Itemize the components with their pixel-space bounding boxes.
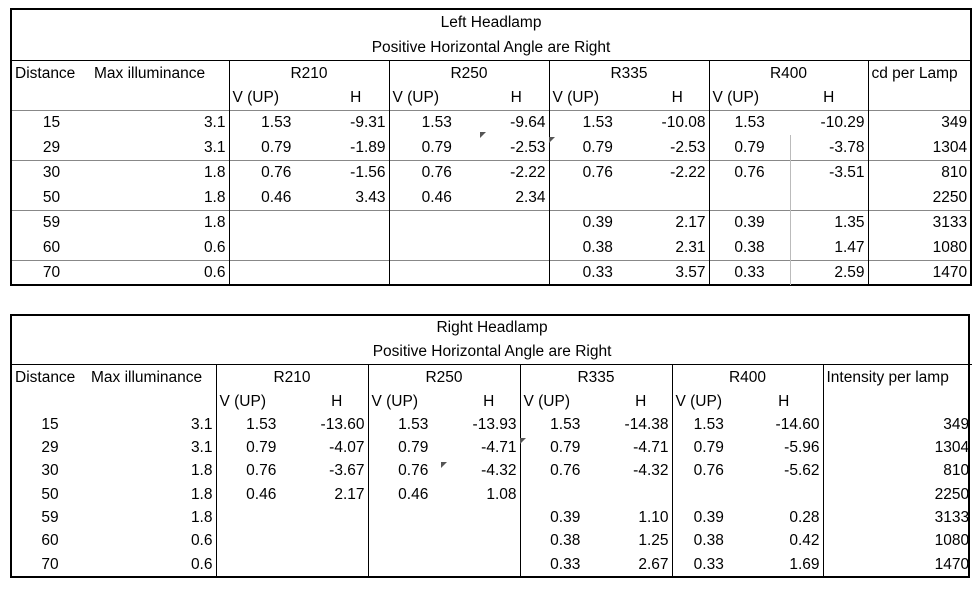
table-cell (389, 210, 484, 235)
table-cell: -5.62 (784, 462, 820, 480)
last-column-header: Intensity per lamp (823, 365, 972, 391)
table-cell: 0.33 (709, 260, 790, 285)
table-cell: 0.76 (549, 160, 646, 185)
v-up-subheader: V (UP) (389, 86, 484, 110)
empty-cell (12, 86, 91, 110)
table-cell: 70 (12, 260, 91, 285)
table-cell: 0.39 (549, 210, 646, 235)
table-cell: 1.8 (203, 188, 226, 206)
table-cell: -9.31 (323, 110, 389, 135)
table-cell: 0.46 (229, 185, 323, 210)
table-cell: -9.64 (484, 110, 549, 135)
group-header: R335 (520, 365, 672, 391)
table-cell: 29 (42, 138, 61, 156)
table-subtitle: Positive Horizontal Angle are Right (372, 343, 612, 361)
table-cell: -14.60 (775, 415, 820, 433)
table-cell: 810 (823, 460, 972, 483)
comment-marker-icon (520, 438, 526, 444)
table-cell: 0.76 (389, 160, 484, 185)
empty-cell (823, 391, 972, 413)
table-cell: 0.38 (672, 529, 745, 552)
table-cell: 3133 (823, 506, 972, 529)
table-cell: 2250 (823, 483, 972, 506)
table-cell: 0.38 (520, 529, 610, 552)
table-cell: -2.53 (484, 135, 549, 160)
v-up-subheader: V (UP) (709, 86, 790, 110)
distance-header: Distance (12, 365, 88, 391)
table-cell: 15 (12, 110, 91, 135)
v-up-subheader: V (UP) (520, 391, 610, 413)
table-row (12, 160, 970, 185)
table-cell: 1.47 (790, 235, 868, 260)
table-cell: 0.6 (91, 260, 229, 285)
table-cell: -1.89 (350, 138, 386, 156)
table-cell (458, 553, 520, 576)
subheader-row (12, 86, 970, 110)
table-cell: 0.76 (229, 160, 323, 185)
table-cell: 2.31 (675, 238, 706, 256)
table-cell: -13.60 (320, 415, 365, 433)
table-row (12, 529, 972, 552)
table-cell: 0.46 (389, 185, 484, 210)
table-cell: 0.79 (520, 436, 610, 459)
table-cell: 0.28 (789, 509, 820, 527)
h-subheader: H (510, 89, 522, 106)
table-title: Right Headlamp (436, 319, 548, 337)
table-cell: 50 (41, 485, 59, 503)
table-row (12, 135, 970, 160)
table-cell: 1.53 (709, 110, 790, 135)
table-cell: 0.6 (203, 238, 226, 256)
table-cell: 3133 (868, 210, 970, 235)
table-cell: -3.67 (329, 462, 365, 480)
table-cell: 3.1 (203, 138, 226, 156)
table-cell: 0.38 (549, 235, 646, 260)
table-cell: 2.67 (638, 555, 669, 573)
table-cell: 2.17 (646, 210, 709, 235)
title-row (12, 10, 970, 35)
h-subheader: H (350, 89, 362, 106)
table-cell (229, 210, 323, 235)
table-cell: 30 (12, 160, 91, 185)
group-header: R400 (672, 365, 823, 391)
h-subheader: H (331, 393, 343, 411)
table-cell: 0.79 (216, 436, 306, 459)
table-cell (323, 235, 389, 260)
table-cell (672, 483, 745, 506)
table-cell (484, 260, 549, 285)
table-row (12, 185, 970, 210)
table-cell (646, 185, 709, 210)
table-row (12, 110, 970, 135)
table-cell: 3.57 (646, 260, 709, 285)
table-cell: 349 (868, 110, 970, 135)
table-cell: -5.96 (784, 439, 820, 457)
table-cell: 3.43 (355, 188, 386, 206)
table-cell: 1.8 (91, 160, 229, 185)
table-cell (216, 553, 306, 576)
group-header: R210 (216, 365, 368, 391)
h-subheader: H (778, 393, 790, 411)
table-cell: 349 (823, 413, 972, 436)
empty-cell (91, 86, 229, 110)
empty-cell (12, 391, 88, 413)
table-row (12, 460, 972, 483)
table-cell: 29 (41, 439, 59, 457)
table-cell: -4.07 (329, 439, 365, 457)
table-cell: 0.76 (709, 160, 790, 185)
table-cell (458, 529, 520, 552)
group-header: R210 (229, 60, 389, 86)
header-row (12, 60, 970, 86)
table-cell: 1.53 (389, 110, 484, 135)
table-cell: -1.56 (323, 160, 389, 185)
table-cell: 70 (41, 555, 59, 573)
table-row (12, 506, 972, 529)
table-cell: 0.6 (190, 532, 213, 550)
table-cell: 0.79 (368, 436, 458, 459)
table-cell: -4.71 (481, 439, 517, 457)
table-cell: -4.32 (633, 462, 669, 480)
table-cell: 2.59 (790, 260, 868, 285)
table-cell: -3.51 (790, 160, 868, 185)
table-cell (306, 506, 368, 529)
v-up-subheader: V (UP) (549, 86, 646, 110)
table-cell (368, 529, 458, 552)
table-cell: 0.33 (549, 260, 646, 285)
table-cell: 810 (868, 160, 970, 185)
table-cell: 1.53 (368, 413, 458, 436)
table-cell: 1.08 (486, 485, 517, 503)
table-cell: -2.22 (646, 160, 709, 185)
table-cell: 1.53 (549, 110, 646, 135)
table-cell (306, 529, 368, 552)
table-cell (389, 235, 484, 260)
table-cell: 1470 (823, 553, 972, 576)
distance-header: Distance (12, 60, 91, 86)
table-cell (458, 506, 520, 529)
table-cell: 0.76 (672, 460, 745, 483)
table-cell: 1304 (868, 135, 970, 160)
table-cell (368, 506, 458, 529)
empty-cell (868, 86, 970, 110)
table-cell (520, 483, 610, 506)
left-headlamp-table (10, 8, 972, 286)
table-cell: 60 (41, 532, 59, 550)
table-cell (229, 235, 323, 260)
comment-marker-icon (480, 132, 486, 138)
group-header: R250 (389, 60, 549, 86)
table-cell (389, 260, 484, 285)
table-cell: -10.29 (790, 110, 868, 135)
table-cell: 0.42 (789, 532, 820, 550)
group-header: R250 (368, 365, 520, 391)
h-subheader: H (671, 89, 683, 106)
table-cell: 2.34 (515, 188, 546, 206)
subheader-row (12, 391, 972, 413)
table-row (12, 483, 972, 506)
table-cell: 1470 (868, 260, 970, 285)
group-header: R335 (549, 60, 709, 86)
table-cell: 0.79 (229, 135, 323, 160)
table-cell: 1.53 (216, 413, 306, 436)
table-cell: -14.38 (624, 415, 669, 433)
v-up-subheader: V (UP) (229, 86, 323, 110)
comment-marker-icon (441, 462, 447, 468)
table-cell (745, 483, 823, 506)
table-cell: -13.93 (472, 415, 517, 433)
table-row (12, 413, 972, 436)
table-cell (323, 210, 389, 235)
table-cell (484, 235, 549, 260)
table-cell: 1.53 (520, 413, 610, 436)
table-cell: 1.35 (790, 210, 868, 235)
table-cell: 0.33 (520, 553, 610, 576)
table-cell: 1.53 (229, 110, 323, 135)
table-cell: -2.22 (484, 160, 549, 185)
table-cell (323, 260, 389, 285)
table-cell: 0.79 (389, 135, 484, 160)
title-row (12, 316, 972, 340)
comment-marker-icon (549, 137, 555, 143)
table-cell: 0.79 (549, 135, 646, 160)
table-cell (790, 185, 868, 210)
group-header: R400 (709, 60, 868, 86)
table-cell: 1.8 (190, 509, 213, 527)
right-headlamp-table (10, 314, 970, 578)
table-cell: 1.10 (638, 509, 669, 527)
v-up-subheader: V (UP) (672, 391, 745, 413)
table-cell: 50 (42, 188, 61, 206)
table-cell: 0.39 (672, 506, 745, 529)
table-cell: 30 (41, 462, 59, 480)
table-cell: 1304 (823, 436, 972, 459)
table-cell (610, 483, 672, 506)
table-cell: 3.1 (91, 110, 229, 135)
table-cell (709, 185, 790, 210)
h-subheader: H (483, 393, 495, 411)
table-cell (368, 553, 458, 576)
table-cell: 0.46 (368, 483, 458, 506)
table-cell: 0.76 (368, 460, 458, 483)
empty-cell (88, 391, 216, 413)
table-cell: 1.69 (789, 555, 820, 573)
table-cell: 1.8 (190, 485, 213, 503)
table-cell: 0.6 (190, 555, 213, 573)
table-cell (549, 185, 646, 210)
table-cell: 3.1 (190, 439, 213, 457)
table-cell (484, 210, 549, 235)
table-cell: -4.71 (633, 439, 669, 457)
table-cell: 1.25 (638, 532, 669, 550)
table-row (12, 260, 970, 285)
subtitle-row (12, 35, 970, 60)
table-cell (229, 260, 323, 285)
table-subtitle: Positive Horizontal Angle are Right (371, 38, 611, 56)
table-cell: 1080 (823, 529, 972, 552)
subtitle-row (12, 340, 972, 364)
h-subheader: H (823, 89, 835, 106)
table-cell: 0.79 (672, 436, 745, 459)
table-cell: -4.32 (481, 462, 517, 480)
table-title: Left Headlamp (440, 13, 542, 31)
table-cell: 0.79 (709, 135, 790, 160)
table-cell: 3.1 (190, 415, 213, 433)
max-illuminance-header: Max illuminance (88, 365, 216, 391)
max-illuminance-header: Max illuminance (91, 60, 229, 86)
last-column-header: cd per Lamp (868, 60, 970, 86)
table-cell: 59 (12, 210, 91, 235)
table-cell: 0.39 (709, 210, 790, 235)
table-cell: 1.53 (672, 413, 745, 436)
table-cell: 15 (41, 415, 59, 433)
table-cell: 1.8 (91, 210, 229, 235)
header-row (12, 365, 972, 391)
table-cell: 1080 (868, 235, 970, 260)
table-cell: 0.46 (216, 483, 306, 506)
table-row (12, 235, 970, 260)
table-cell: 1.8 (190, 462, 213, 480)
table-cell: 0.39 (520, 506, 610, 529)
table-cell: 2.17 (334, 485, 365, 503)
table-cell: 0.33 (672, 553, 745, 576)
table-cell: -3.78 (790, 135, 868, 160)
table-cell (216, 529, 306, 552)
table-cell: 0.76 (520, 460, 610, 483)
v-up-subheader: V (UP) (368, 391, 458, 413)
table-cell (216, 506, 306, 529)
h-subheader: H (635, 393, 647, 411)
table-cell: 60 (42, 238, 61, 256)
table-row (12, 210, 970, 235)
table-row (12, 553, 972, 576)
v-up-subheader: V (UP) (216, 391, 306, 413)
table-cell: 59 (41, 509, 59, 527)
table-row (12, 436, 972, 459)
table-cell: 0.38 (709, 235, 790, 260)
table-cell: 2250 (868, 185, 970, 210)
table-cell: 0.76 (216, 460, 306, 483)
table-cell: -10.08 (646, 110, 709, 135)
table-cell: -2.53 (670, 138, 706, 156)
table-cell (306, 553, 368, 576)
